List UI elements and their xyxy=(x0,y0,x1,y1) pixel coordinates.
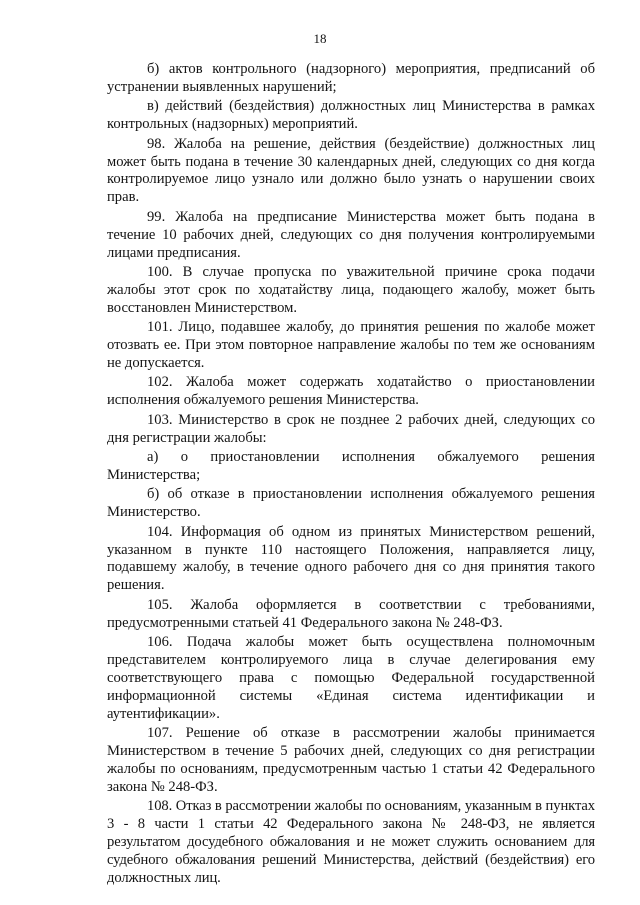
paragraph-105: 105. Жалоба оформляется в соответствии с требованиями, предусмотренными статьей 41 Федерального закона № 248-ФЗ. xyxy=(107,596,595,631)
paragraph-v-actions: в) действий (бездействия) должностных лиц Министерства в рамках контрольных (надзорных) мероприятий. xyxy=(107,98,595,133)
paragraph-103-b: б) об отказе в приостановлении исполнения обжалуемого решения Министерство. xyxy=(107,486,595,521)
paragraph-108: 108. Отказ в рассмотрении жалобы по основаниям, указанным в пунктах 3 - 8 части 1 статьи 42 Федерального закона № 248-ФЗ, не является результатом досудебного обжалования и не может служить основанием для судебного обжалования решений Министерства, действий (бездействия) его должностных лиц. xyxy=(107,798,595,886)
paragraph-104: 104. Информация об одном из принятых Министерством решений, указанном в пункте 110 настоящего Положения, направляется лицу, подавшему жалобу, в течение одного рабочего дня со дня принятия такого решения. xyxy=(107,523,595,594)
paragraph-103: 103. Министерство в срок не позднее 2 рабочих дней, следующих со дня регистрации жалобы: xyxy=(107,411,595,446)
page-number: 18 xyxy=(313,31,327,46)
paragraph-102: 102. Жалоба может содержать ходатайство о приостановлении исполнения обжалуемого решения Министерства. xyxy=(107,374,595,409)
paragraph-98: 98. Жалоба на решение, действия (бездействие) должностных лиц может быть подана в течение 30 календарных дней, следующих со дня когда контролируемое лицо узнало или должно было узнать о нарушении своих прав. xyxy=(107,135,595,206)
paragraph-99: 99. Жалоба на предписание Министерства может быть подана в течение 10 рабочих дней, следующих со дня получения контролируемыми лицами предписания. xyxy=(107,208,595,261)
document-body xyxy=(107,61,595,889)
paragraph-106: 106. Подача жалобы может быть осуществлена полномочным представителем контролируемого лица в случае делегирования ему соответствующего права с помощью Федеральной государственной информационной системы «Единая система идентификации и аутентификации». xyxy=(107,634,595,722)
paragraph-101: 101. Лицо, подавшее жалобу, до принятия решения по жалобе может отозвать ее. При этом повторное направление жалобы по тем же основаниям не допускается. xyxy=(107,319,595,371)
paragraph-b-acts: б) актов контрольного (надзорного) мероприятия, предписаний об устранении выявленных нарушений; xyxy=(107,61,595,95)
paragraph-107: 107. Решение об отказе в рассмотрении жалобы принимается Министерством в течение 5 рабочих дней, следующих со дня регистрации жалобы по основаниям, предусмотренным частью 1 статьи 42 Федерального закона № 248-ФЗ. xyxy=(107,725,595,795)
paragraph-100: 100. В случае пропуска по уважительной причине срока подачи жалобы этот срок по ходатайству лица, подающего жалобу, может быть восстановлен Министерством. xyxy=(107,263,595,316)
paragraph-103-a: а) о приостановлении исполнения обжалуемого решения Министерства; xyxy=(107,449,595,483)
